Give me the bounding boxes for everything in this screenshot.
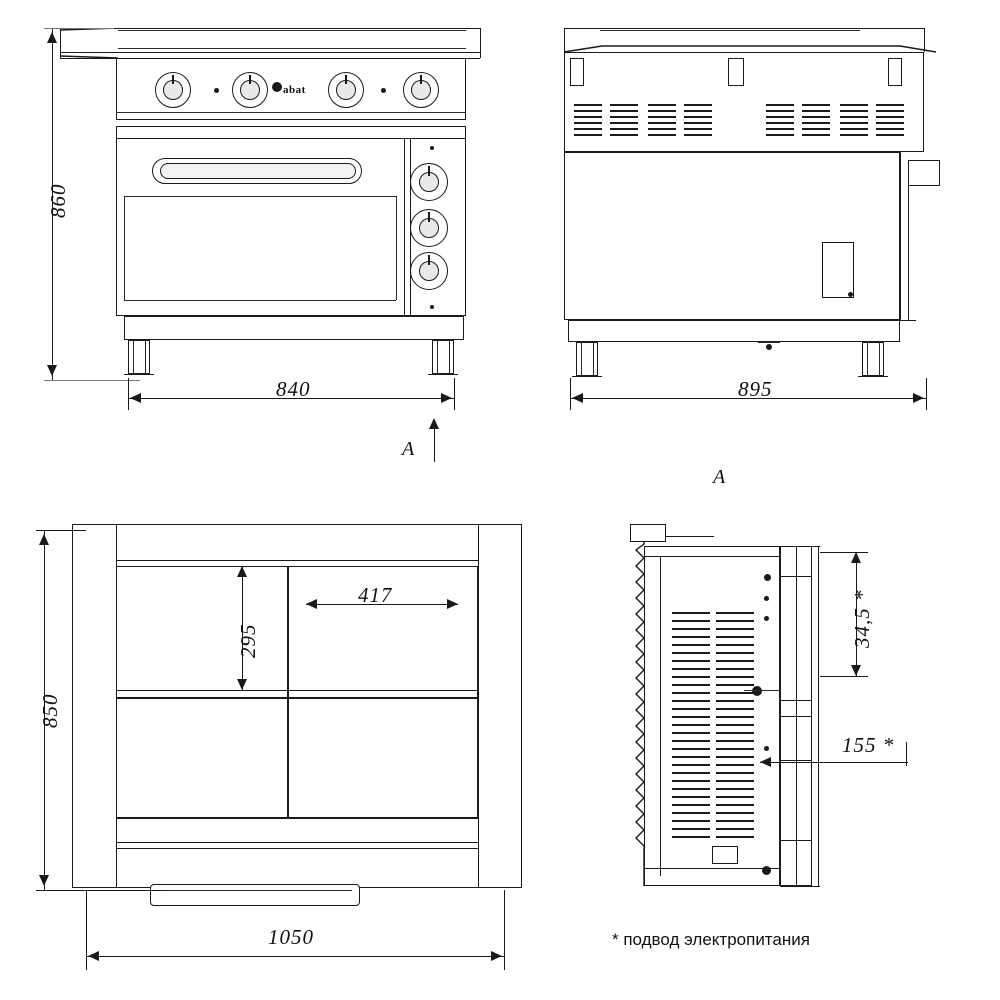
vent-grille-3 [648, 104, 676, 138]
dim-417: 417 [358, 583, 393, 607]
vent-grille-4 [684, 104, 712, 138]
section-vent-field-2 [716, 612, 754, 840]
mounting-bracket-mid [728, 58, 744, 86]
dim-860: 860 [46, 183, 70, 218]
vent-grille-1 [574, 104, 602, 138]
hob-plate-3 [116, 698, 288, 818]
hob-knob-1[interactable] [155, 72, 191, 108]
leg-rear-left [576, 342, 598, 376]
dim-295: 295 [236, 623, 260, 658]
dim-line-1050 [86, 956, 504, 957]
top-view-front-rail [150, 884, 360, 906]
vent-grille-2 [610, 104, 638, 138]
fastener-4 [752, 686, 762, 696]
section-vent-field-1 [672, 612, 710, 840]
dim-1050: 1050 [268, 925, 314, 949]
fastener-2 [764, 596, 769, 601]
dim-850: 850 [38, 693, 62, 728]
fastener-1 [764, 574, 771, 581]
dim-840: 840 [276, 377, 311, 401]
hob-knob-3[interactable] [328, 72, 364, 108]
hob-knob-4[interactable] [403, 72, 439, 108]
oven-knob-2[interactable] [410, 209, 448, 247]
section-top-tab [630, 524, 666, 542]
leg-front-left [128, 340, 150, 374]
mounting-bracket-left [570, 58, 584, 86]
section-mark-rear: A [713, 466, 726, 488]
leg-front-right [432, 340, 454, 374]
dim-155: 155 * [842, 733, 895, 757]
footnote-power-supply: * подвод электропитания [612, 930, 810, 949]
leg-rear-right [862, 342, 884, 376]
indicator-lamp-2 [381, 88, 386, 93]
vent-grille-5 [766, 104, 794, 138]
fastener-3 [764, 616, 769, 621]
hob-knob-2[interactable] [232, 72, 268, 108]
dim-34-5: 34,5 * [850, 589, 874, 648]
oven-knob-1[interactable] [410, 163, 448, 201]
dim-line-155 [760, 762, 908, 763]
indicator-lamp-1 [214, 88, 219, 93]
dim-895: 895 [738, 377, 773, 401]
access-panel [822, 242, 854, 298]
hob-plate-4 [288, 698, 478, 818]
fastener-5 [764, 746, 769, 751]
oven-knob-3[interactable] [410, 252, 448, 290]
rear-side-box [908, 160, 940, 186]
vent-grille-7 [840, 104, 868, 138]
vent-grille-8 [876, 104, 904, 138]
section-bottom-box [712, 846, 738, 864]
vent-grille-6 [802, 104, 830, 138]
brand-logo-mark [272, 82, 282, 92]
section-mark-front: A [402, 438, 415, 460]
brand-logo: abat [283, 84, 306, 96]
hob-plate-1 [116, 566, 288, 698]
fastener-6 [762, 866, 771, 875]
mounting-bracket-right [888, 58, 902, 86]
